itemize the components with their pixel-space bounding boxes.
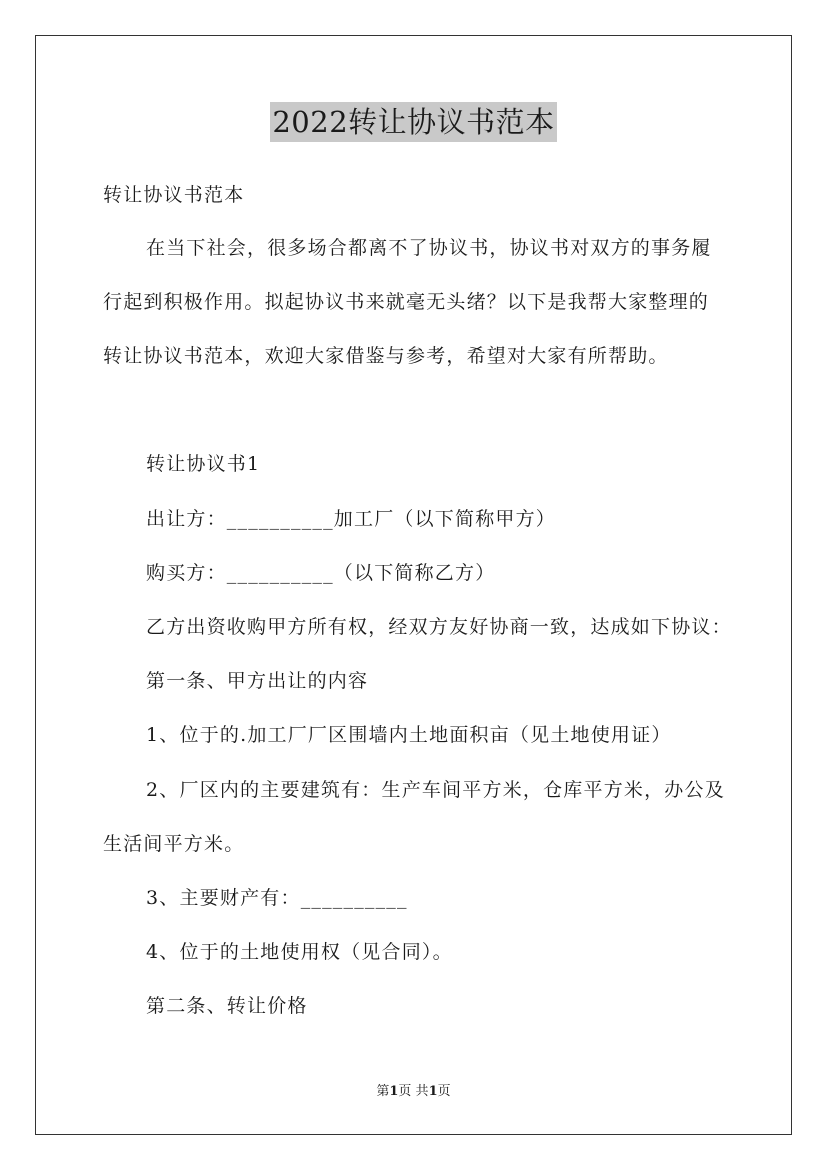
page-footer bbox=[0, 1084, 827, 1100]
page-current: 1 bbox=[389, 1084, 399, 1099]
page-suffix: 页 bbox=[437, 1084, 451, 1099]
seller-line: 出让方：__________加工厂（以下简称甲方） bbox=[146, 508, 557, 530]
item-4: 4、位于的土地使用权（见合同）。 bbox=[146, 941, 453, 963]
page-mid: 页 共 bbox=[398, 1084, 429, 1099]
page-total: 1 bbox=[428, 1084, 438, 1099]
document-subtitle: 转让协议书范本 bbox=[103, 184, 245, 206]
intro-line-2: 行起到积极作用。拟起协议书来就毫无头绪？以下是我帮大家整理的 bbox=[103, 291, 710, 313]
document-title: 2022转让协议书范本 bbox=[270, 102, 556, 142]
intro-line-3: 转让协议书范本，欢迎大家借鉴与参考，希望对大家有所帮助。 bbox=[103, 345, 669, 367]
item-2-line-1: 2、厂区内的主要建筑有：生产车间平方米，仓库平方米，办公及 bbox=[146, 779, 725, 801]
page-prefix: 第 bbox=[376, 1084, 390, 1099]
agreement-intro: 乙方出资收购甲方所有权，经双方友好协商一致，达成如下协议： bbox=[146, 616, 732, 638]
buyer-line: 购买方：__________（以下简称乙方） bbox=[146, 562, 496, 584]
article-1-title: 第一条、甲方出让的内容 bbox=[146, 670, 369, 692]
item-3: 3、主要财产有：__________ bbox=[146, 887, 408, 909]
item-1: 1、位于的.加工厂厂区围墙内土地面积亩（见土地使用证） bbox=[146, 724, 672, 746]
intro-line-1: 在当下社会，很多场合都离不了协议书，协议书对双方的事务履 bbox=[146, 237, 712, 259]
item-2-line-2: 生活间平方米。 bbox=[103, 833, 245, 855]
article-2-title: 第二条、转让价格 bbox=[146, 995, 308, 1017]
title-container bbox=[0, 102, 827, 142]
section-heading: 转让协议书1 bbox=[146, 453, 261, 475]
